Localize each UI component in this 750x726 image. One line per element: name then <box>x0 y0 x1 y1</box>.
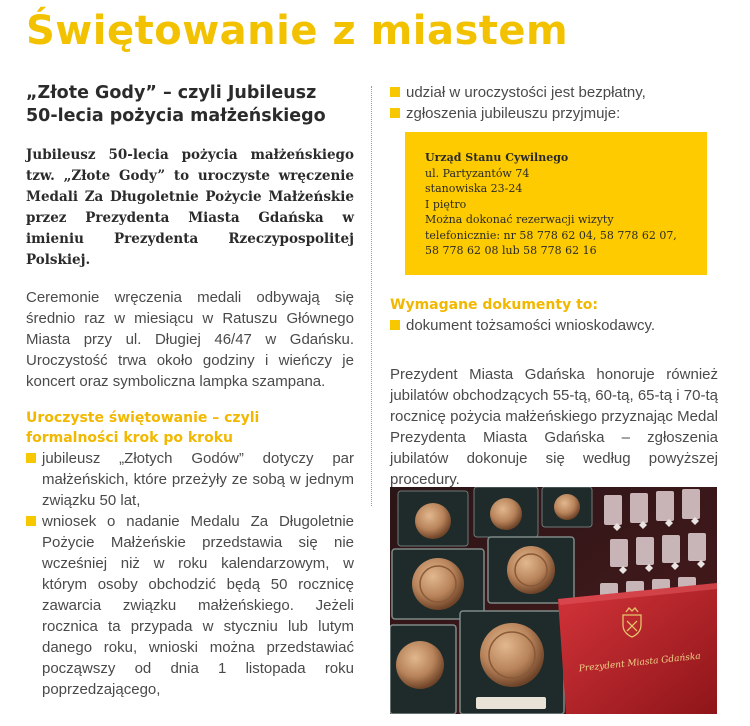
folder-label: Prezydent Miasta Gdańska <box>578 651 702 675</box>
office-name: Urząd Stanu Cywilnego <box>425 151 569 164</box>
bullet-square-icon <box>26 516 36 526</box>
office-info-box <box>405 132 707 275</box>
bullet-square-icon <box>26 453 36 463</box>
list-item <box>26 511 354 700</box>
docs-heading: Wymagane dokumenty to: <box>390 296 598 313</box>
honors-paragraph: Prezydent Miasta Gdańska honoruje również jubilatów obchodzących 55-tą, 60-tą, 65-tą i 70-tą rocznicę pożycia małżeńskiego przyznając Medal Prezydenta Miasta Gdańska – zgłoszenia jubilatów dokonuje się według powyższej procedury. <box>390 365 718 488</box>
step-text: udział w uroczystości jest bezpłatny, <box>406 84 646 101</box>
subtitle-line-2: 50-lecia pożycia małżeńskiego <box>26 106 326 126</box>
office-street: ul. Partyzantów 74 <box>425 166 530 180</box>
step-text: jubileusz „Złotych Godów” dotyczy par małżeńskich, które przeżyły ze sobą w jednym związku 50 lat, <box>42 450 354 509</box>
step-text: wniosek o nadanie Medalu Za Długoletnie Pożycie Małżeńskie przedstawia się nie wcześniej niż w roku kalendarzowym, w którym osoby obchodzić będą 50 rocznicę zawarcia związku małżeńskiego. Jeżeli rocznica ta przypada w styczniu lub lutym danego roku, wnioski można przedstawiać począwszy od dnia 1 listopada roku poprzedzającego, <box>42 513 354 698</box>
docs-list <box>390 315 718 336</box>
bullet-square-icon <box>390 320 400 330</box>
doc-text: dokument tożsamości wnioskodawcy. <box>406 316 655 334</box>
article-subtitle <box>26 82 354 128</box>
steps-list <box>26 448 354 700</box>
list-item <box>390 315 718 336</box>
steps-heading: Uroczyste świętowanie – czyli formalności krok po kroku <box>26 410 260 446</box>
left-column <box>26 82 354 700</box>
list-item <box>26 448 354 511</box>
bullet-square-icon <box>390 87 400 97</box>
office-phones-2: 58 778 62 08 lub 58 778 62 16 <box>425 244 597 257</box>
page-title: Świętowanie z miastem <box>26 8 569 54</box>
office-desks: stanowiska 23-24 <box>425 182 523 195</box>
office-booking: Można dokonać rezerwacji wizyty <box>425 213 614 226</box>
subtitle-line-1: „Złote Gody” – czyli Jubileusz <box>26 83 317 103</box>
list-item <box>390 103 718 124</box>
column-divider <box>371 86 372 506</box>
right-column <box>390 82 718 490</box>
list-item <box>390 82 718 103</box>
front-cases <box>390 611 564 714</box>
step-text: zgłoszenia jubileuszu przyjmuje: <box>406 105 621 122</box>
lead-paragraph: Jubileusz 50-lecia pożycia małżeńskiego tzw. „Złote Gody” to uroczyste wręczenie Medali Za Długoletnie Pożycie Małżeńskie przez Prezydenta Miasta Gdańska w imieniu Prezydenta Rzeczypospolitej Polskiej. <box>26 147 354 268</box>
red-folder <box>558 583 717 714</box>
medals-photo <box>390 487 717 714</box>
office-phones-1: telefonicznie: nr 58 778 62 04, 58 778 62 07, <box>425 228 677 242</box>
steps-list-continued <box>390 82 718 124</box>
medals-illustration <box>390 487 717 714</box>
ceremony-paragraph: Ceremonie wręczenia medali odbywają się średnio raz w miesiącu w Ratuszu Głównego Miasta przy ul. Długiej 46/47 w Gdańsku. Uroczystość trwa około godziny i wieńczy je koncert oraz symboliczna lampka szampana. <box>26 289 354 390</box>
office-floor: I piętro <box>425 197 467 211</box>
bullet-square-icon <box>390 108 400 118</box>
